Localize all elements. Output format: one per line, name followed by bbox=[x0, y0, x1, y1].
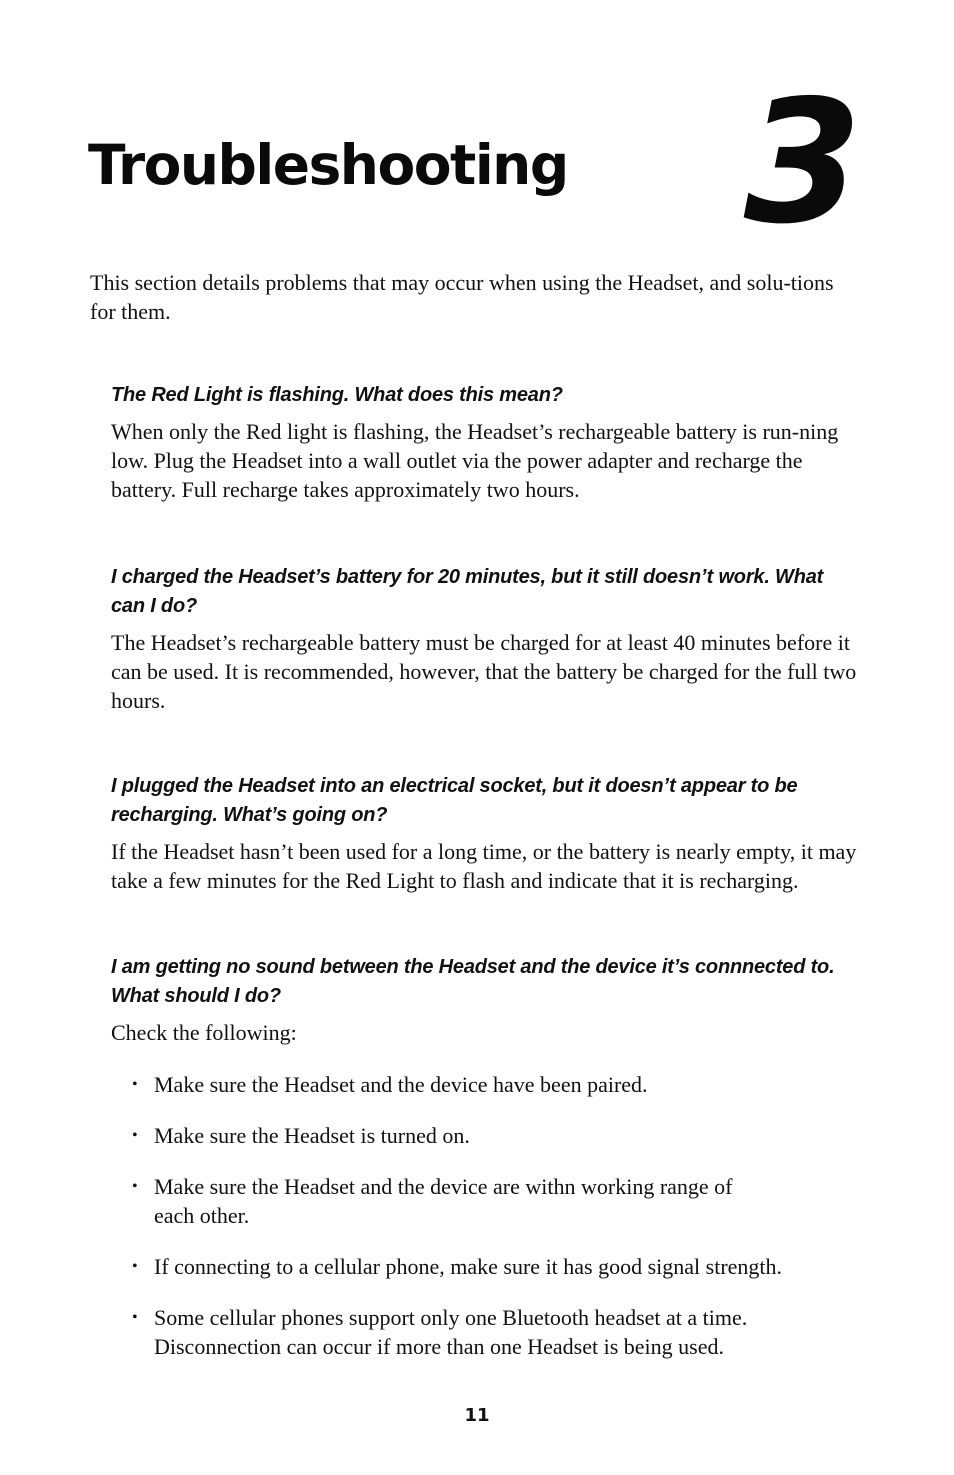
faq-question: I charged the Headset’s battery for 20 minutes, but it still doesn’t work. What can I do? bbox=[111, 566, 824, 617]
faq-question: I am getting no sound between the Headset and the device it’s connnected to. What should I do? bbox=[111, 956, 835, 1007]
bullet-icon: • bbox=[132, 1076, 138, 1093]
checklist-item-text: Make sure the Headset is turned on. bbox=[154, 1123, 470, 1148]
checklist-item-single-headset bbox=[132, 1303, 804, 1361]
bullet-icon: • bbox=[132, 1309, 138, 1326]
checklist-item-text: Some cellular phones support only one Bluetooth headset at a time. Disconnection can occur if more than one Headset is being used. bbox=[154, 1305, 748, 1359]
bullet-icon: • bbox=[132, 1258, 138, 1275]
chapter-number: 3 bbox=[743, 64, 862, 262]
checklist-item-text: If connecting to a cellular phone, make sure it has good signal strength. bbox=[154, 1254, 783, 1279]
faq-answer: If the Headset hasn’t been used for a long time, or the battery is nearly empty, it may take a few minutes for the Red Light to flash and indicate that it is recharging. bbox=[111, 839, 857, 893]
checklist-item-paired bbox=[132, 1070, 852, 1099]
checklist-item-signal bbox=[132, 1252, 852, 1281]
bullet-icon: • bbox=[132, 1127, 138, 1144]
faq-question: The Red Light is flashing. What does this mean? bbox=[111, 384, 563, 406]
faq-item-no-sound bbox=[111, 953, 863, 1047]
faq-answer: Check the following: bbox=[111, 1020, 297, 1045]
checklist-item-text: Make sure the Headset and the device are withn working range of each other. bbox=[154, 1174, 733, 1228]
faq-item-not-recharging bbox=[111, 772, 863, 895]
faq-item-charged-20-minutes bbox=[111, 563, 863, 715]
checklist-item-range bbox=[132, 1172, 774, 1230]
page-number: 11 bbox=[464, 1405, 490, 1426]
troubleshooting-checklist bbox=[132, 1070, 852, 1383]
faq-answer: When only the Red light is flashing, the Headset’s rechargeable battery is run-ning low. Plug the Headset into a wall outlet via the power adapter and recharge the battery. Full recharge takes approximately two hours. bbox=[111, 419, 839, 502]
chapter-title: Troubleshooting bbox=[88, 133, 568, 197]
faq-item-red-light bbox=[111, 381, 863, 504]
checklist-item-text: Make sure the Headset and the device have been paired. bbox=[154, 1072, 648, 1097]
faq-question: I plugged the Headset into an electrical socket, but it doesn’t appear to be recharging. What’s going on? bbox=[111, 775, 798, 826]
bullet-icon: • bbox=[132, 1178, 138, 1195]
intro-paragraph: This section details problems that may occur when using the Headset, and solu-tions for them. bbox=[90, 270, 834, 324]
checklist-item-turned-on bbox=[132, 1121, 852, 1150]
faq-answer: The Headset’s rechargeable battery must be charged for at least 40 minutes before it can be used. It is recommended, however, that the battery be charged for the full two hours. bbox=[111, 630, 857, 713]
